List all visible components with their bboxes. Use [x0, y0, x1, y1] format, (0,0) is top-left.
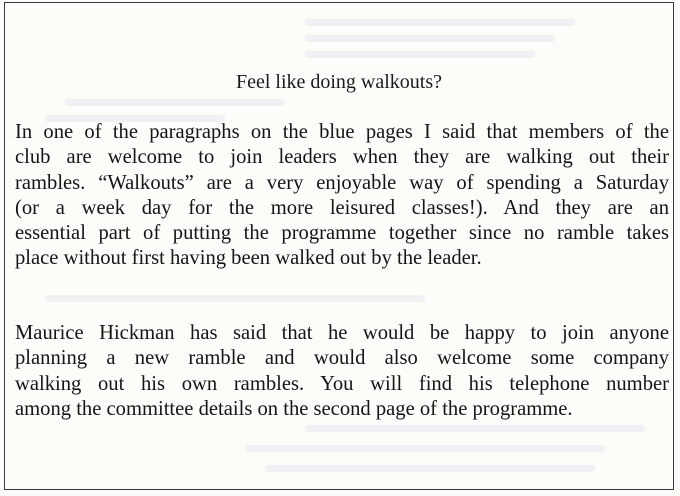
paragraph-line: planning a new ramble and would also welcome some company: [15, 347, 669, 370]
paragraph-line: walking out his own rambles. You will find his telephone number: [15, 372, 669, 395]
bleed-through-mark: [265, 465, 595, 472]
paragraph-line: club are welcome to join leaders when they are walking out their: [15, 146, 669, 169]
bleed-through-mark: [305, 51, 535, 58]
article-box: [4, 2, 674, 490]
paragraph-line: Maurice Hickman has said that he would be happy to join anyone: [15, 322, 669, 344]
paragraph-line: among the committee details on the second page of the programme.: [15, 397, 573, 420]
paragraph-line: place without first having been walked out by the leader.: [15, 247, 482, 270]
paragraph-1: [15, 120, 669, 272]
bleed-through-mark: [65, 99, 285, 106]
paragraph-line: essential part of putting the programme together since no ramble takes: [15, 222, 669, 245]
article-title: Feel like doing walkouts?: [235, 71, 443, 93]
bleed-through-mark: [45, 295, 425, 302]
paragraph-2: [15, 321, 669, 422]
paragraph-line: In one of the paragraphs on the blue pages I said that members of the: [15, 121, 669, 143]
paragraph-line: (or a week day for the more leisured classes!). And they are an: [15, 196, 669, 219]
bleed-through-mark: [305, 19, 575, 26]
paragraph-line: rambles. “Walkouts” are a very enjoyable way of spending a Saturday: [15, 171, 669, 194]
bleed-through-mark: [305, 425, 645, 432]
bleed-through-mark: [245, 445, 605, 452]
bleed-through-mark: [305, 35, 555, 42]
